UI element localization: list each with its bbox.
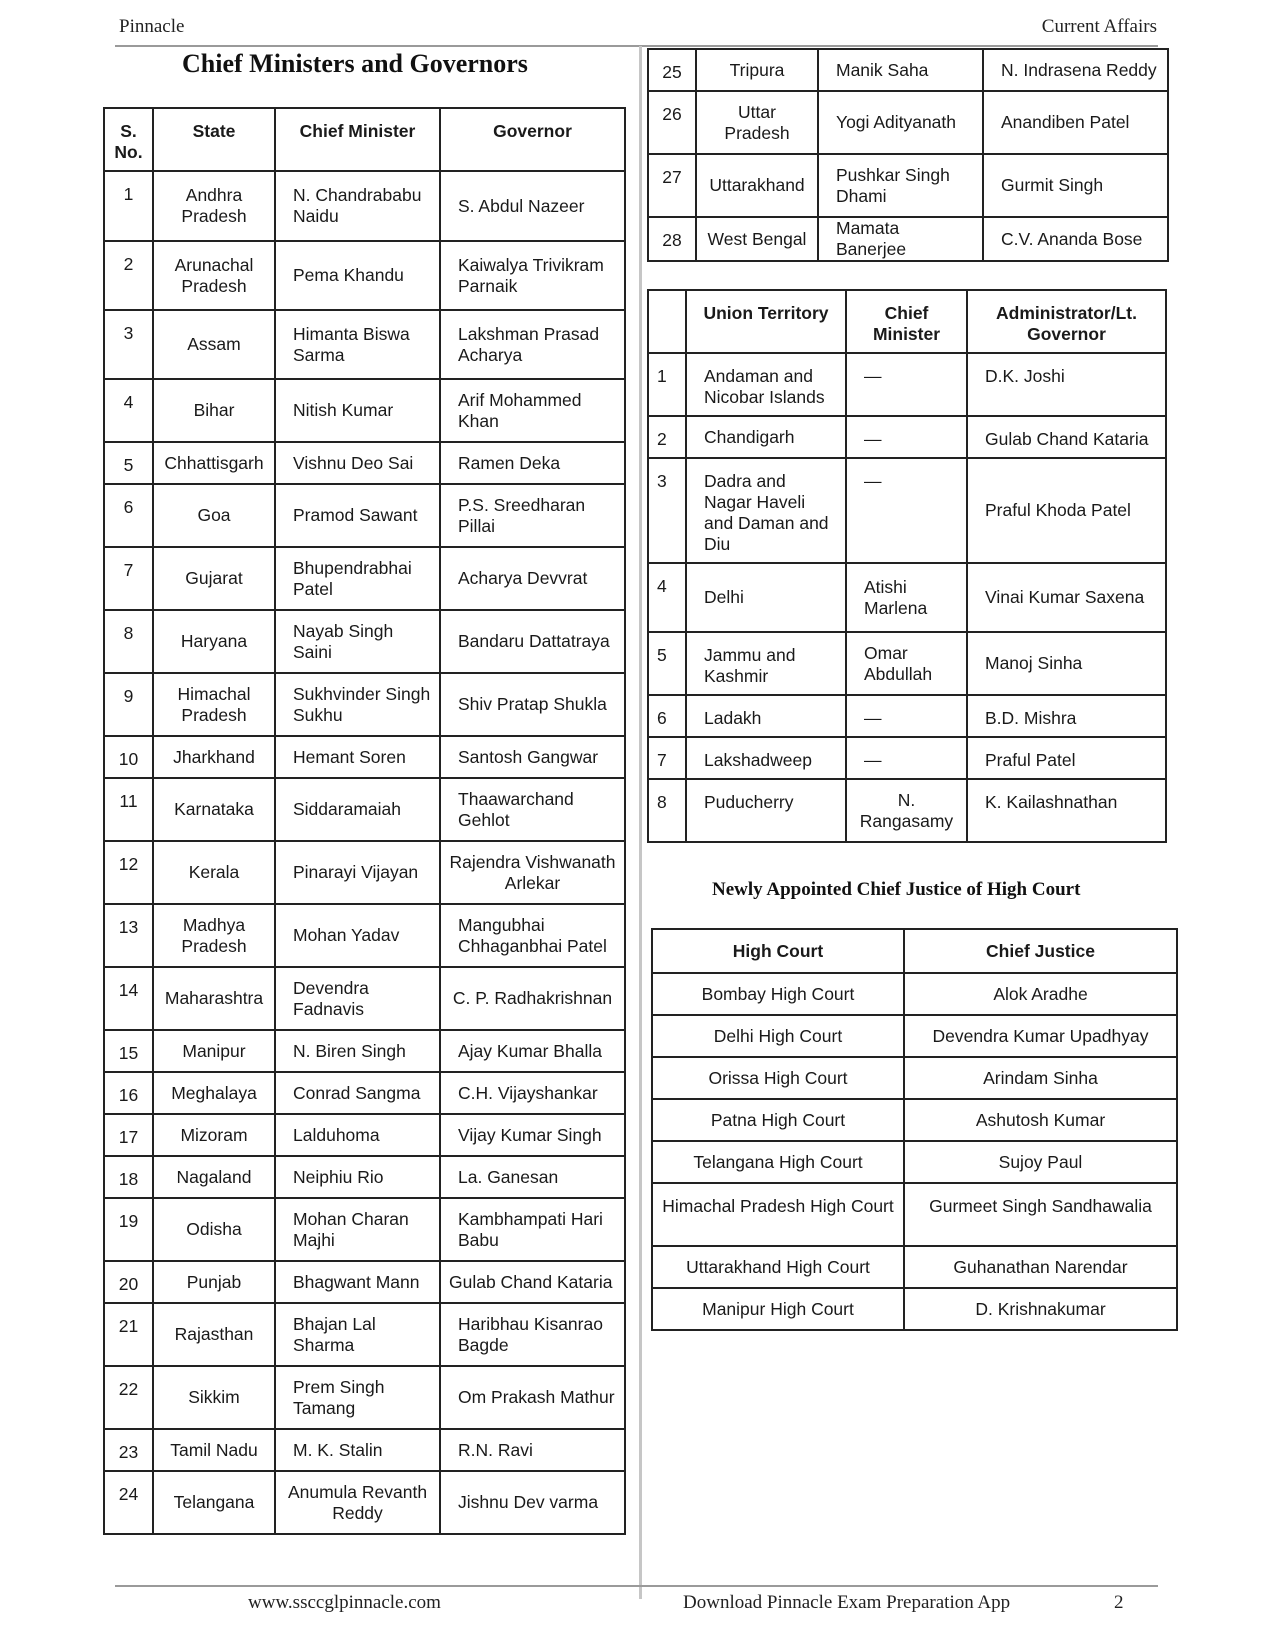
hc-cell-court: Uttarakhand High Court (652, 1246, 904, 1288)
cm-table-row (104, 379, 625, 442)
hc-table-body (652, 973, 1177, 1330)
page-number: 2 (1114, 1592, 1124, 1613)
cell-chief-minister: Yogi Adityanath (818, 91, 983, 154)
hc-cell-justice: D. Krishnakumar (904, 1288, 1177, 1330)
cell-chief-minister: Neiphiu Rio (275, 1156, 440, 1198)
cell-governor: La. Ganesan (440, 1156, 625, 1198)
ut-cell-territory: Ladakh (686, 695, 846, 737)
hc-cell-justice: Alok Aradhe (904, 973, 1177, 1015)
hc-title: Newly Appointed Chief Justice of High Court (712, 879, 1081, 900)
cm-table-row (648, 217, 1168, 261)
cell-governor: Anandiben Patel (983, 91, 1168, 154)
cm-table-row (104, 967, 625, 1030)
ut-cell-administrator: Vinai Kumar Saxena (967, 563, 1166, 632)
cm-table-row (104, 1366, 625, 1429)
hc-table-row (652, 1246, 1177, 1288)
ut-cell-chief-minister: Omar Abdullah (846, 632, 967, 695)
cell-state: Chhattisgarh (153, 442, 275, 484)
cell-governor: Bandaru Dattatraya (440, 610, 625, 673)
cm-table-row (104, 1114, 625, 1156)
cm-table (103, 107, 626, 1535)
cell-chief-minister: Nayab Singh Saini (275, 610, 440, 673)
hc-cell-justice: Ashutosh Kumar (904, 1099, 1177, 1141)
ut-cell-administrator: Gulab Chand Kataria (967, 416, 1166, 458)
hc-cell-court: Delhi High Court (652, 1015, 904, 1057)
cell-sno: 27 (648, 154, 696, 217)
cm-table-row (104, 1156, 625, 1198)
cm-table-row (104, 1471, 625, 1534)
ut-table-row (648, 563, 1166, 632)
ut-cell-chief-minister: — (846, 458, 967, 563)
ut-table-row (648, 737, 1166, 779)
hc-cell-justice: Sujoy Paul (904, 1141, 1177, 1183)
cell-chief-minister: Mohan Yadav (275, 904, 440, 967)
cell-governor: Ramen Deka (440, 442, 625, 484)
cell-governor: Lakshman Prasad Acharya (440, 310, 625, 379)
cell-sno: 14 (104, 967, 153, 1030)
cell-governor: Jishnu Dev varma (440, 1471, 625, 1534)
header-brand: Pinnacle (119, 16, 185, 37)
ut-cell-territory: Jammu and Kashmir (686, 632, 846, 695)
cell-chief-minister: Himanta Biswa Sarma (275, 310, 440, 379)
ut-col-header-chief-minister: Chief Minister (846, 290, 967, 353)
cell-state: Punjab (153, 1261, 275, 1303)
cell-sno: 20 (104, 1261, 153, 1303)
ut-table-row (648, 779, 1166, 842)
hc-cell-justice: Devendra Kumar Upadhyay (904, 1015, 1177, 1057)
cell-state: Madhya Pradesh (153, 904, 275, 967)
hc-table-row (652, 1288, 1177, 1330)
cm-table-row (104, 547, 625, 610)
cell-governor: Gurmit Singh (983, 154, 1168, 217)
ut-cell-sno: 7 (648, 737, 686, 779)
cell-state: Karnataka (153, 778, 275, 841)
cell-state: Rajasthan (153, 1303, 275, 1366)
cell-sno: 9 (104, 673, 153, 736)
cell-governor: P.S. Sreedharan Pillai (440, 484, 625, 547)
cell-state: Maharashtra (153, 967, 275, 1030)
cell-sno: 6 (104, 484, 153, 547)
cell-chief-minister: Vishnu Deo Sai (275, 442, 440, 484)
cell-chief-minister: Bhupendrabhai Patel (275, 547, 440, 610)
cell-governor: Kambhampati Hari Babu (440, 1198, 625, 1261)
cell-state: Kerala (153, 841, 275, 904)
hc-cell-justice: Guhanathan Narendar (904, 1246, 1177, 1288)
cell-chief-minister: Pushkar Singh Dhami (818, 154, 983, 217)
cell-sno: 1 (104, 171, 153, 241)
cell-state: West Bengal (696, 217, 818, 261)
cell-sno: 22 (104, 1366, 153, 1429)
col-header-state: State (153, 108, 275, 171)
ut-table-row (648, 458, 1166, 563)
cell-governor: R.N. Ravi (440, 1429, 625, 1471)
cm-table-row (648, 49, 1168, 91)
cell-state: Gujarat (153, 547, 275, 610)
hc-cell-court: Bombay High Court (652, 973, 904, 1015)
cell-governor: Shiv Pratap Shukla (440, 673, 625, 736)
cell-state: Goa (153, 484, 275, 547)
cell-governor: Arif Mohammed Khan (440, 379, 625, 442)
hc-table-row (652, 1099, 1177, 1141)
cell-chief-minister: Hemant Soren (275, 736, 440, 778)
hc-cell-justice: Gurmeet Singh Sandhawalia (904, 1183, 1177, 1246)
ut-cell-territory: Delhi (686, 563, 846, 632)
ut-cell-sno: 1 (648, 353, 686, 416)
cell-sno: 16 (104, 1072, 153, 1114)
cell-chief-minister: Mohan Charan Majhi (275, 1198, 440, 1261)
ut-table-row (648, 695, 1166, 737)
header-rule (115, 45, 1158, 47)
cell-chief-minister: Pramod Sawant (275, 484, 440, 547)
cm-table-row (104, 1030, 625, 1072)
cm-table-row (104, 310, 625, 379)
ut-cell-chief-minister: — (846, 416, 967, 458)
cell-sno: 19 (104, 1198, 153, 1261)
cell-chief-minister: Pema Khandu (275, 241, 440, 310)
cell-sno: 23 (104, 1429, 153, 1471)
cell-sno: 28 (648, 217, 696, 261)
ut-cell-territory: Chandigarh (686, 416, 846, 458)
cm-table-body (104, 171, 625, 1534)
ut-cell-sno: 3 (648, 458, 686, 563)
cell-governor: Thaawarchand Gehlot (440, 778, 625, 841)
col-header-sno: S. No. (104, 108, 153, 171)
ut-cell-administrator: Manoj Sinha (967, 632, 1166, 695)
cell-chief-minister: Bhagwant Mann (275, 1261, 440, 1303)
ut-cell-territory: Andaman and Nicobar Islands (686, 353, 846, 416)
cell-sno: 2 (104, 241, 153, 310)
ut-cell-chief-minister: — (846, 737, 967, 779)
cell-sno: 15 (104, 1030, 153, 1072)
ut-cell-territory: Puducherry (686, 779, 846, 842)
cell-chief-minister: Lalduhoma (275, 1114, 440, 1156)
ut-cell-chief-minister: Atishi Marlena (846, 563, 967, 632)
col-header-governor: Governor (440, 108, 625, 171)
cell-governor: Haribhau Kisanrao Bagde (440, 1303, 625, 1366)
footer-rule (115, 1585, 1158, 1587)
cell-state: Nagaland (153, 1156, 275, 1198)
ut-cell-administrator: D.K. Joshi (967, 353, 1166, 416)
cell-state: Assam (153, 310, 275, 379)
footer-app: Download Pinnacle Exam Preparation App (683, 1592, 1011, 1613)
hc-cell-justice: Arindam Sinha (904, 1057, 1177, 1099)
ut-cell-sno: 8 (648, 779, 686, 842)
cell-governor: Kaiwalya Trivikram Parnaik (440, 241, 625, 310)
cm-table-row (104, 1072, 625, 1114)
cell-sno: 21 (104, 1303, 153, 1366)
cell-governor: Acharya Devvrat (440, 547, 625, 610)
cm-table-row (104, 841, 625, 904)
hc-table (651, 928, 1178, 1331)
cell-sno: 24 (104, 1471, 153, 1534)
cell-state: Bihar (153, 379, 275, 442)
cell-governor: Mangubhai Chhaganbhai Patel (440, 904, 625, 967)
cell-state: Uttarakhand (696, 154, 818, 217)
ut-cell-chief-minister: N. Rangasamy (846, 779, 967, 842)
ut-col-header-territory: Union Territory (686, 290, 846, 353)
cm-table-row (104, 442, 625, 484)
cell-chief-minister: Manik Saha (818, 49, 983, 91)
ut-cell-sno: 6 (648, 695, 686, 737)
cell-state: Andhra Pradesh (153, 171, 275, 241)
hc-table-row (652, 1057, 1177, 1099)
cell-sno: 4 (104, 379, 153, 442)
cm-table-row (648, 91, 1168, 154)
cm-table-continued (647, 48, 1169, 262)
cell-chief-minister: Nitish Kumar (275, 379, 440, 442)
cell-chief-minister: Siddaramaiah (275, 778, 440, 841)
header-section: Current Affairs (1041, 16, 1157, 37)
cell-chief-minister: M. K. Stalin (275, 1429, 440, 1471)
cell-sno: 17 (104, 1114, 153, 1156)
cell-state: Telangana (153, 1471, 275, 1534)
cm-table-row (104, 484, 625, 547)
cell-state: Odisha (153, 1198, 275, 1261)
cell-chief-minister: N. Chandrababu Naidu (275, 171, 440, 241)
cell-state: Himachal Pradesh (153, 673, 275, 736)
cell-state: Mizoram (153, 1114, 275, 1156)
cell-sno: 5 (104, 442, 153, 484)
cm-table-row (104, 736, 625, 778)
ut-table-row (648, 416, 1166, 458)
cell-chief-minister: Bhajan Lal Sharma (275, 1303, 440, 1366)
col-header-chief-minister: Chief Minister (275, 108, 440, 171)
cm-table-row (104, 673, 625, 736)
footer-website[interactable]: www.ssccglpinnacle.com (248, 1592, 441, 1613)
ut-cell-administrator: K. Kailashnathan (967, 779, 1166, 842)
hc-table-row (652, 973, 1177, 1015)
column-divider (639, 46, 642, 1599)
cell-state: Tamil Nadu (153, 1429, 275, 1471)
cell-sno: 18 (104, 1156, 153, 1198)
cell-sno: 7 (104, 547, 153, 610)
ut-cell-territory: Lakshadweep (686, 737, 846, 779)
cell-sno: 10 (104, 736, 153, 778)
ut-col-header-sno (648, 290, 686, 353)
cell-sno: 25 (648, 49, 696, 91)
cm-table-continued-body (648, 49, 1168, 261)
ut-table (647, 289, 1167, 843)
cell-state: Uttar Pradesh (696, 91, 818, 154)
cell-governor: Om Prakash Mathur (440, 1366, 625, 1429)
cell-chief-minister: Sukhvinder Singh Sukhu (275, 673, 440, 736)
cm-title: Chief Ministers and Governors (182, 49, 528, 78)
cm-table-header-row (104, 108, 625, 171)
ut-cell-chief-minister: — (846, 695, 967, 737)
cm-table-row (648, 154, 1168, 217)
cm-table-row (104, 1261, 625, 1303)
cell-chief-minister: Conrad Sangma (275, 1072, 440, 1114)
cell-governor: Ajay Kumar Bhalla (440, 1030, 625, 1072)
cell-governor: N. Indrasena Reddy (983, 49, 1168, 91)
cell-chief-minister: Anumula Revanth Reddy (275, 1471, 440, 1534)
hc-cell-court: Himachal Pradesh High Court (652, 1183, 904, 1246)
cm-table-row (104, 1198, 625, 1261)
cell-state: Jharkhand (153, 736, 275, 778)
cell-chief-minister: Mamata Banerjee (818, 217, 983, 261)
hc-col-header-court: High Court (652, 929, 904, 973)
cell-chief-minister: N. Biren Singh (275, 1030, 440, 1072)
cell-state: Haryana (153, 610, 275, 673)
ut-cell-administrator: B.D. Mishra (967, 695, 1166, 737)
cell-sno: 12 (104, 841, 153, 904)
ut-cell-administrator: Praful Khoda Patel (967, 458, 1166, 563)
hc-table-row (652, 1015, 1177, 1057)
ut-cell-sno: 4 (648, 563, 686, 632)
hc-cell-court: Patna High Court (652, 1099, 904, 1141)
cm-table-row (104, 904, 625, 967)
cell-sno: 11 (104, 778, 153, 841)
cell-chief-minister: Pinarayi Vijayan (275, 841, 440, 904)
cell-sno: 26 (648, 91, 696, 154)
cell-governor: C.H. Vijayshankar (440, 1072, 625, 1114)
cm-table-row (104, 171, 625, 241)
cell-governor: Gulab Chand Kataria (440, 1261, 625, 1303)
ut-cell-administrator: Praful Patel (967, 737, 1166, 779)
cell-state: Tripura (696, 49, 818, 91)
hc-table-row (652, 1141, 1177, 1183)
cm-table-row (104, 1429, 625, 1471)
cell-sno: 3 (104, 310, 153, 379)
cell-governor: S. Abdul Nazeer (440, 171, 625, 241)
ut-cell-sno: 2 (648, 416, 686, 458)
hc-cell-court: Telangana High Court (652, 1141, 904, 1183)
cell-sno: 8 (104, 610, 153, 673)
cell-governor: C. P. Radhakrishnan (440, 967, 625, 1030)
cell-state: Meghalaya (153, 1072, 275, 1114)
ut-table-header-row (648, 290, 1166, 353)
cell-sno: 13 (104, 904, 153, 967)
cm-table-row (104, 778, 625, 841)
cell-governor: Rajendra Vishwanath Arlekar (440, 841, 625, 904)
ut-table-row (648, 632, 1166, 695)
cell-governor: Santosh Gangwar (440, 736, 625, 778)
ut-table-body (648, 353, 1166, 842)
cm-table-row (104, 1303, 625, 1366)
cell-chief-minister: Devendra Fadnavis (275, 967, 440, 1030)
ut-cell-territory: Dadra and Nagar Haveli and Daman and Diu (686, 458, 846, 563)
cell-state: Manipur (153, 1030, 275, 1072)
ut-cell-sno: 5 (648, 632, 686, 695)
hc-table-row (652, 1183, 1177, 1246)
hc-col-header-justice: Chief Justice (904, 929, 1177, 973)
cm-table-row (104, 610, 625, 673)
cell-governor: Vijay Kumar Singh (440, 1114, 625, 1156)
hc-cell-court: Manipur High Court (652, 1288, 904, 1330)
cell-state: Sikkim (153, 1366, 275, 1429)
cm-table-row (104, 241, 625, 310)
ut-cell-chief-minister: — (846, 353, 967, 416)
cell-chief-minister: Prem Singh Tamang (275, 1366, 440, 1429)
ut-col-header-administrator: Administrator/Lt. Governor (967, 290, 1166, 353)
ut-table-row (648, 353, 1166, 416)
cell-state: Arunachal Pradesh (153, 241, 275, 310)
cell-governor: C.V. Ananda Bose (983, 217, 1168, 261)
hc-table-header-row (652, 929, 1177, 973)
hc-cell-court: Orissa High Court (652, 1057, 904, 1099)
